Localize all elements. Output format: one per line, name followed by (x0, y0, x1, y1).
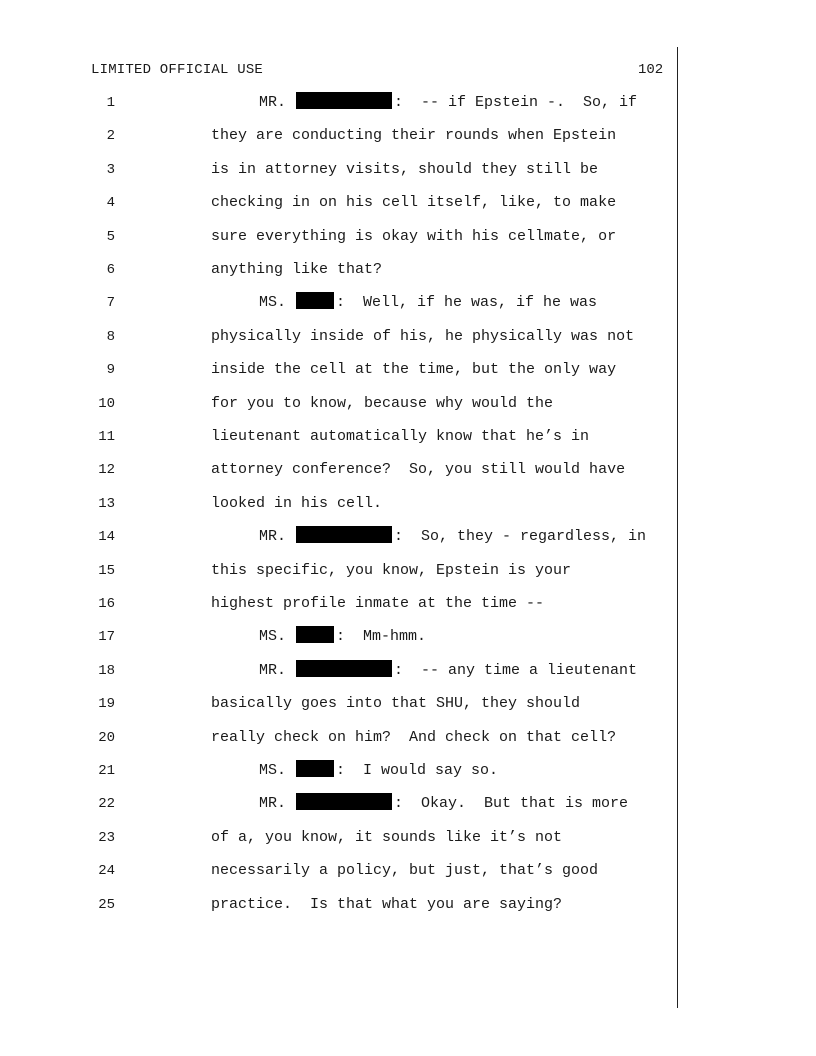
line-text (211, 326, 634, 348)
speaker-line-text (259, 793, 628, 815)
transcript-line (0, 727, 680, 749)
transcript-line (0, 693, 680, 715)
speaker-line-text (259, 92, 637, 114)
line-content: really check on him? And check on that cell? (211, 728, 617, 746)
transcript-line (0, 326, 680, 348)
redaction-box (296, 292, 334, 309)
line-number: 10 (98, 395, 115, 412)
transcript-line (0, 560, 680, 582)
line-content: : Well, if he was, if he was (336, 294, 598, 312)
speaker-line-text (259, 526, 646, 548)
transcript-line (0, 393, 680, 415)
redaction-box (296, 760, 334, 777)
line-number: 20 (98, 729, 115, 746)
line-text (211, 159, 598, 181)
line-text (211, 259, 382, 281)
line-content: this specific, you know, Epstein is your (211, 561, 572, 579)
line-number: 19 (98, 696, 115, 713)
line-number: 2 (106, 128, 115, 145)
line-number: 16 (98, 596, 115, 612)
speaker-label: MR. (259, 94, 287, 111)
transcript-line (0, 894, 680, 916)
line-text (211, 359, 616, 381)
transcript-line (0, 125, 680, 147)
line-number: 23 (98, 829, 115, 846)
line-number: 24 (98, 863, 115, 880)
line-number: 7 (106, 295, 115, 312)
line-number: 22 (98, 796, 115, 813)
line-content: for you to know, because why would the (211, 394, 554, 412)
line-content: inside the cell at the time, but the only way (211, 361, 617, 379)
transcript-line (0, 760, 680, 782)
line-number: 8 (106, 328, 115, 345)
line-number: 1 (106, 95, 115, 111)
line-content: highest profile inmate at the time -- (211, 595, 545, 612)
line-text (211, 894, 562, 916)
line-number: 25 (98, 896, 115, 913)
line-text (211, 593, 544, 615)
transcript-line (0, 793, 680, 815)
line-content: : -- if Epstein -. So, if (394, 94, 638, 111)
speaker-line-text (259, 760, 498, 782)
line-content: necessarily a policy, but just, that’s good (211, 862, 599, 880)
line-number: 18 (98, 662, 115, 679)
transcript-line (0, 459, 680, 481)
line-text (211, 860, 598, 882)
line-number: 12 (98, 462, 115, 479)
line-number: 17 (98, 629, 115, 646)
redaction-box (296, 526, 392, 543)
transcript-line (0, 827, 680, 849)
transcript-line (0, 593, 680, 615)
redaction-box (296, 793, 392, 810)
line-text (211, 192, 616, 214)
speaker-label: MR. (259, 795, 287, 813)
transcript-line (0, 493, 680, 515)
page-header-marking: LIMITED OFFICIAL USE (91, 62, 264, 78)
line-content: lieutenant automatically know that he’s in (211, 428, 590, 445)
line-text (211, 459, 625, 481)
page-number: 102 (638, 62, 664, 78)
line-content: : Mm-hmm. (336, 628, 427, 646)
transcript-line (0, 526, 680, 548)
line-number: 9 (106, 362, 115, 379)
redaction-box (296, 660, 392, 677)
line-text (211, 125, 616, 147)
line-number: 15 (98, 562, 115, 579)
redaction-box (296, 626, 334, 643)
transcript-line (0, 359, 680, 381)
speaker-line-text (259, 292, 597, 314)
speaker-label: MR. (259, 528, 287, 546)
speaker-label: MS. (259, 762, 287, 779)
line-content: checking in on his cell itself, like, to make (211, 194, 617, 212)
line-content: : So, they - regardless, in (394, 528, 647, 546)
transcript-line (0, 226, 680, 248)
transcript-line (0, 860, 680, 882)
transcript-line (0, 159, 680, 181)
line-content: : -- any time a lieutenant (394, 661, 638, 679)
line-content: : Okay. But that is more (394, 795, 629, 813)
line-text (211, 226, 616, 248)
line-text (211, 727, 616, 749)
speaker-label: MS. (259, 294, 287, 312)
transcript-line (0, 192, 680, 214)
line-content: physically inside of his, he physically was not (211, 327, 635, 345)
line-text (211, 693, 580, 715)
transcript-line (0, 626, 680, 648)
transcript-line (0, 259, 680, 281)
line-content: anything like that? (211, 261, 383, 278)
line-content: attorney conference? So, you still would have (211, 461, 626, 479)
line-text (211, 827, 562, 849)
line-number: 6 (106, 262, 115, 278)
line-content: practice. Is that what you are saying? (211, 895, 563, 913)
transcript-line (0, 92, 680, 114)
line-content: sure everything is okay with his cellmate, or (211, 227, 617, 245)
line-number: 14 (98, 529, 115, 546)
transcript-line (0, 426, 680, 448)
line-content: of a, you know, it sounds like it’s not (211, 828, 563, 846)
line-number: 11 (98, 429, 115, 445)
line-content: is in attorney visits, should they still be (211, 160, 599, 178)
line-text (211, 560, 571, 582)
line-content: they are conducting their rounds when Epstein (211, 127, 617, 145)
line-text (211, 426, 589, 448)
line-number: 3 (106, 161, 115, 178)
speaker-label: MR. (259, 661, 287, 679)
line-text (211, 393, 553, 415)
speaker-line-text (259, 626, 426, 648)
speaker-label: MS. (259, 628, 287, 646)
line-number: 13 (98, 495, 115, 512)
line-content: : I would say so. (336, 762, 499, 779)
redaction-box (296, 92, 392, 109)
line-text (211, 493, 382, 515)
transcript-line (0, 292, 680, 314)
line-content: basically goes into that SHU, they should (211, 695, 581, 713)
line-number: 4 (106, 195, 115, 212)
line-number: 21 (98, 763, 115, 779)
line-content: looked in his cell. (211, 494, 383, 512)
transcript-line (0, 660, 680, 682)
line-number: 5 (106, 228, 115, 245)
speaker-line-text (259, 660, 637, 682)
